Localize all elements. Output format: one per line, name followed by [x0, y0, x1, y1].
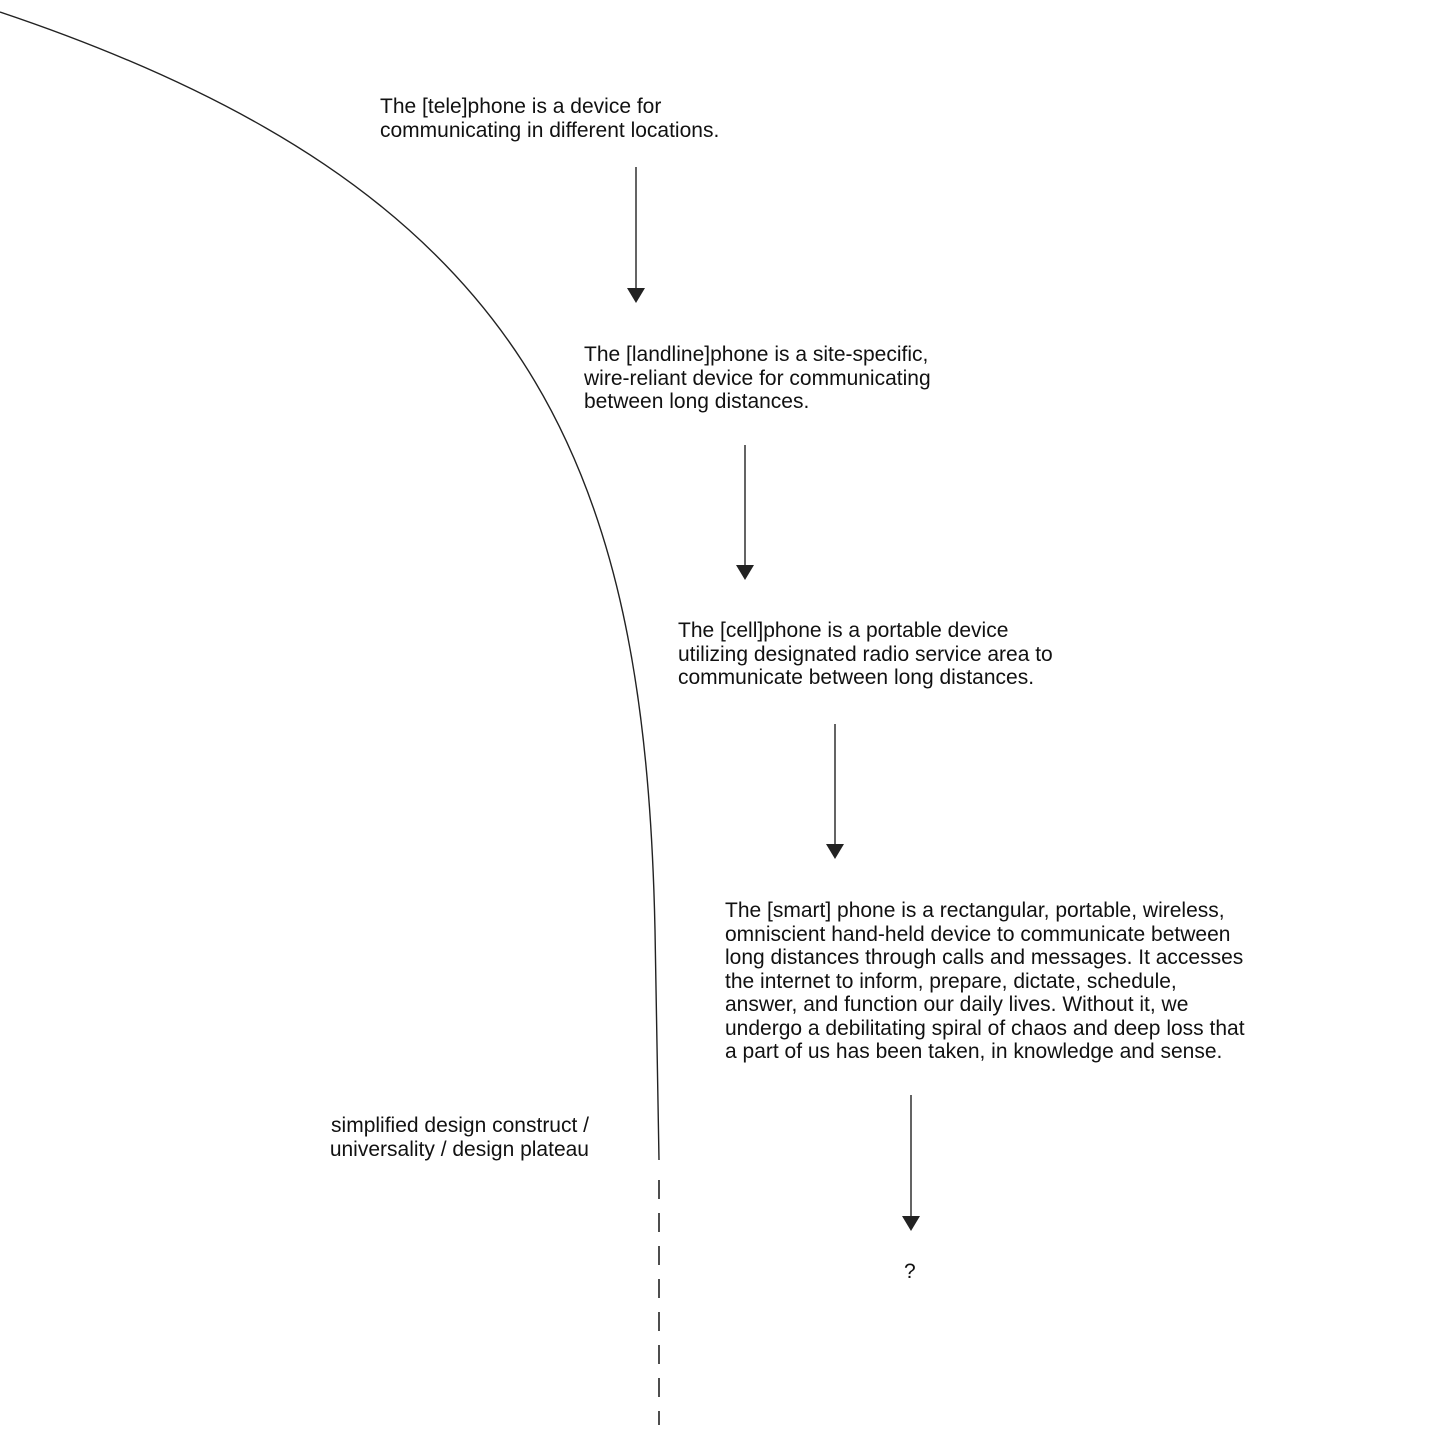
text-line: The [cell]phone is a portable device — [678, 619, 1009, 642]
text-line: long distances through calls and messages. It accesses — [725, 946, 1244, 969]
arrow-2 — [736, 445, 754, 580]
stage-smartphone-text — [725, 899, 1245, 1064]
arrow-4 — [902, 1095, 920, 1231]
plateau-label — [300, 1114, 589, 1161]
text-line: communicate between long distances. — [678, 666, 1035, 689]
arrow-1 — [627, 167, 645, 303]
arrow-3 — [826, 724, 844, 859]
text-line: a part of us has been taken, in knowledge and sense. — [725, 1040, 1223, 1063]
text-line: The [tele]phone is a device for — [380, 95, 662, 118]
text-line: utilizing designated radio service area to — [678, 642, 1053, 666]
future-question-mark: ? — [904, 1260, 916, 1283]
text-line: the internet to inform, prepare, dictate, schedule, — [725, 969, 1177, 993]
text-line: undergo a debilitating spiral of chaos and deep loss that — [725, 1016, 1245, 1040]
text-line: wire-reliant device for communicating — [584, 366, 931, 390]
stage-cellphone-text — [678, 619, 1053, 690]
text-line: The [landline]phone is a site-specific, — [584, 343, 929, 366]
text-line: universality / design plateau — [329, 1137, 589, 1161]
design-curve — [0, 12, 659, 1160]
text-line: omniscient hand-held device to communicate between — [725, 922, 1231, 946]
stage-landline-text — [584, 343, 931, 414]
stage-telephone-text — [380, 95, 719, 142]
text-line: between long distances. — [584, 390, 810, 413]
text-line: answer, and function our daily lives. Without it, we — [725, 993, 1189, 1016]
text-line: The [smart] phone is a rectangular, portable, wireless, — [725, 899, 1225, 922]
text-line: simplified design construct / — [331, 1114, 589, 1137]
text-line: communicating in different locations. — [380, 118, 720, 142]
